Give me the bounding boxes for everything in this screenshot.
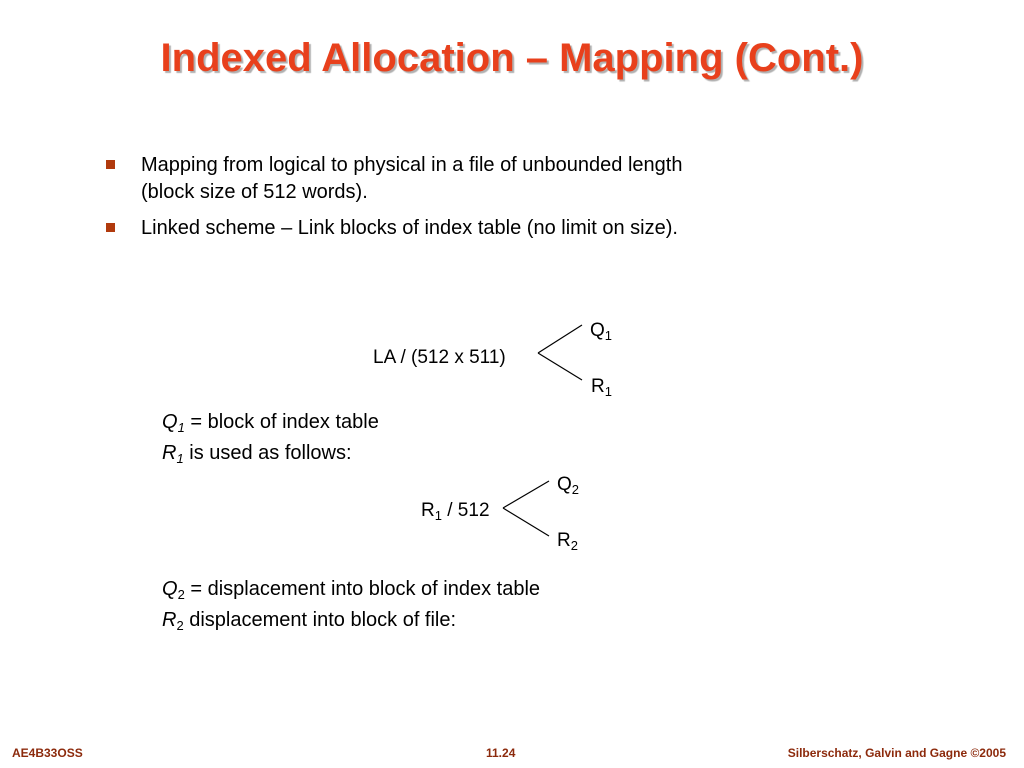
definition-r2-text: displacement into block of file: (183, 609, 457, 631)
diagram2-quotient (557, 474, 579, 501)
definition-r2-subscript: 2 (176, 618, 184, 633)
definition-q2 (162, 578, 540, 606)
footer-copyright: Silberschatz, Galvin and Gagne ©2005 (787, 746, 1006, 760)
definition-q1-letter: Q (162, 411, 178, 433)
bullet-text: Linked scheme – Link blocks of index table (no limit on size). (141, 217, 678, 239)
definition-r1 (162, 442, 352, 470)
bullet-text: Mapping from logical to physical in a file of unbounded length (141, 154, 683, 176)
diagram1-quotient-letter: Q (590, 320, 605, 341)
definition-r1-letter: R (162, 442, 177, 464)
definition-r1-text: is used as follows: (183, 442, 352, 464)
diagram2-dividend (421, 500, 490, 527)
slide-title: Indexed Allocation – Mapping (Cont.) (160, 36, 864, 80)
diagram2-quotient-subscript: 2 (571, 482, 580, 497)
definition-r2-letter: R (162, 609, 177, 631)
diagram2-remainder (557, 530, 578, 557)
bullet-text-continued: (block size of 512 words). (141, 181, 368, 203)
diagram2-quotient-letter: Q (557, 474, 572, 495)
footer-course-code: AE4B33OSS (12, 746, 83, 760)
diagram1-remainder-subscript: 1 (604, 384, 612, 399)
diagram2-divisor: / 512 (441, 500, 490, 521)
diagram1-remainder (591, 376, 612, 403)
footer-page-number: 11.24 (486, 746, 516, 760)
diagram2-dividend-subscript: 1 (434, 508, 442, 523)
definition-q2-letter: Q (162, 578, 178, 600)
diagram1-quotient-branch (538, 325, 582, 353)
diagram2-remainder-branch (503, 508, 549, 536)
diagram1-quotient (590, 320, 612, 347)
definition-q1-text: = block of index table (184, 411, 379, 433)
diagram1-remainder-letter: R (591, 376, 605, 397)
diagram2-dividend-letter: R (421, 500, 435, 521)
diagram2-quotient-branch (503, 481, 549, 508)
diagram2-remainder-subscript: 2 (570, 538, 578, 553)
diagram1-quotient-subscript: 1 (604, 328, 613, 343)
definition-q2-subscript: 2 (177, 587, 185, 602)
definition-r1-subscript: 1 (176, 451, 184, 466)
definition-r2 (162, 609, 456, 637)
diagram1-remainder-branch (538, 353, 582, 380)
diagram2-remainder-letter: R (557, 530, 571, 551)
definition-q2-text: = displacement into block of index table (184, 578, 541, 600)
diagram1-dividend: LA / (512 x 511) (373, 347, 506, 368)
definition-q1 (162, 411, 379, 439)
definition-q1-subscript: 1 (177, 420, 185, 435)
